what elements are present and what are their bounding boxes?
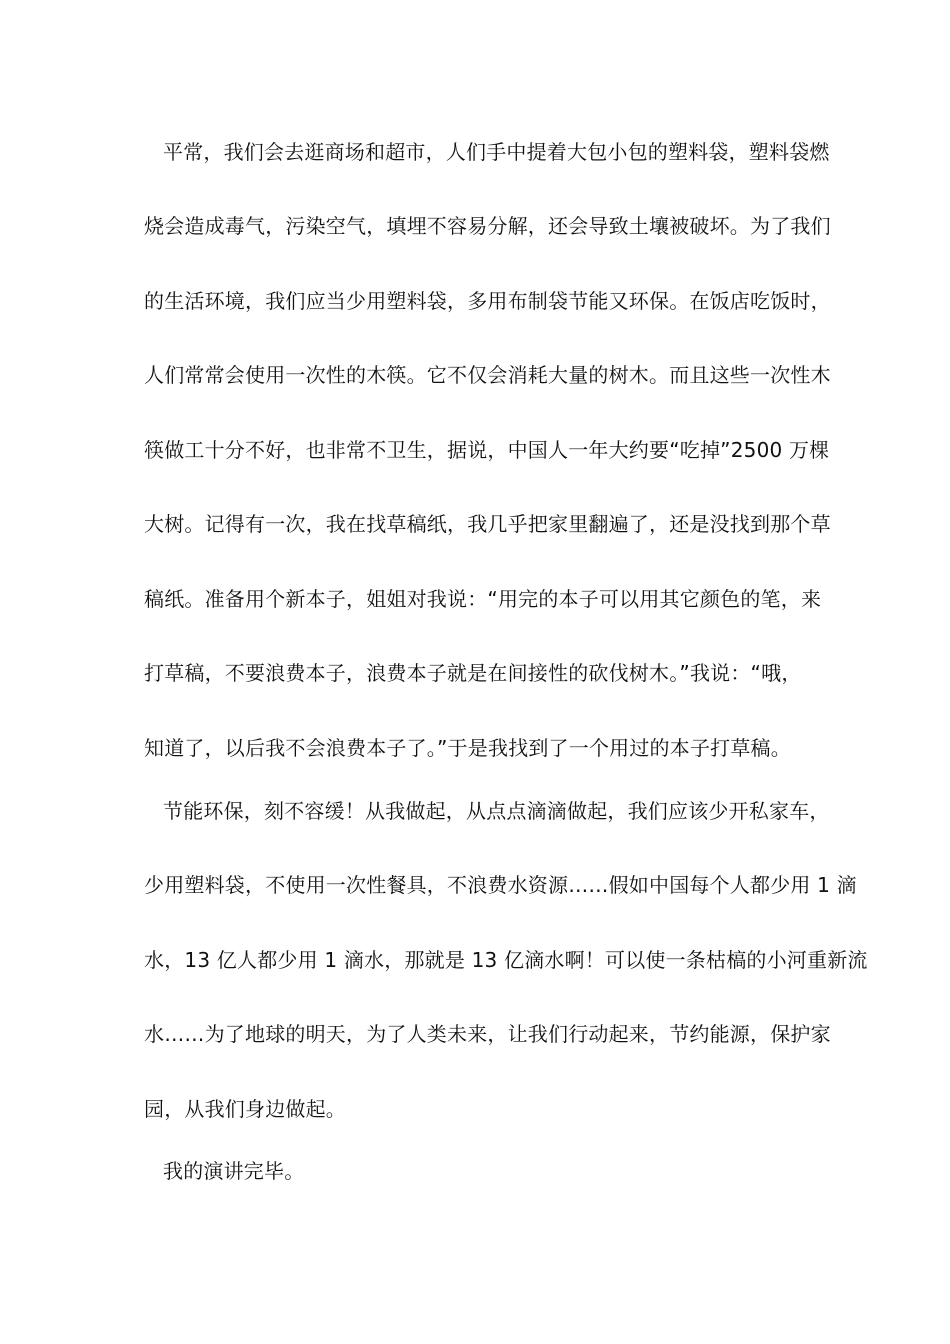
paragraph-line: 大树。记得有一次，我在找草稿纸，我几乎把家里翻遍了，还是没找到那个草	[144, 512, 831, 536]
paragraph-line: 筷做工十分不好，也非常不卫生，据说，中国人一年大约要“吃掉”2500 万棵	[144, 438, 830, 462]
paragraph-line: 平常，我们会去逛商场和超市，人们手中提着大包小包的塑料袋，塑料袋燃	[163, 140, 830, 164]
paragraph-line: 人们常常会使用一次性的木筷。它不仅会消耗大量的树木。而且这些一次性木	[144, 363, 831, 387]
paragraph-line: 少用塑料袋，不使用一次性餐具，不浪费水资源……假如中国每个人都少用 1 滴	[144, 873, 857, 897]
paragraph-line: 节能环保，刻不容缓！从我做起，从点点滴滴做起，我们应该少开私家车，	[163, 799, 830, 823]
paragraph-line: 烧会造成毒气，污染空气，填埋不容易分解，还会导致土壤被破坏。为了我们	[144, 214, 831, 238]
paragraph-line: 知道了，以后我不会浪费本子了。”于是我找到了一个用过的本子打草稿。	[144, 736, 791, 760]
paragraph-line: 水……为了地球的明天，为了人类未来，让我们行动起来，节约能源，保护家	[144, 1022, 831, 1046]
closing-line: 我的演讲完毕。	[163, 1159, 305, 1183]
paragraph-line: 水，13 亿人都少用 1 滴水，那就是 13 亿滴水啊！可以使一条枯槁的小河重新流	[144, 948, 868, 972]
paragraph-line: 园，从我们身边做起。	[144, 1097, 346, 1121]
paragraph-line: 打草稿，不要浪费本子，浪费本子就是在间接性的砍伐树木。”我说：“哦，	[144, 661, 802, 685]
paragraph-line: 的生活环境，我们应当少用塑料袋，多用布制袋节能又环保。在饭店吃饭时，	[144, 289, 831, 313]
paragraph-line: 稿纸。准备用个新本子，姐姐对我说：“用完的本子可以用其它颜色的笔，来	[144, 587, 822, 611]
